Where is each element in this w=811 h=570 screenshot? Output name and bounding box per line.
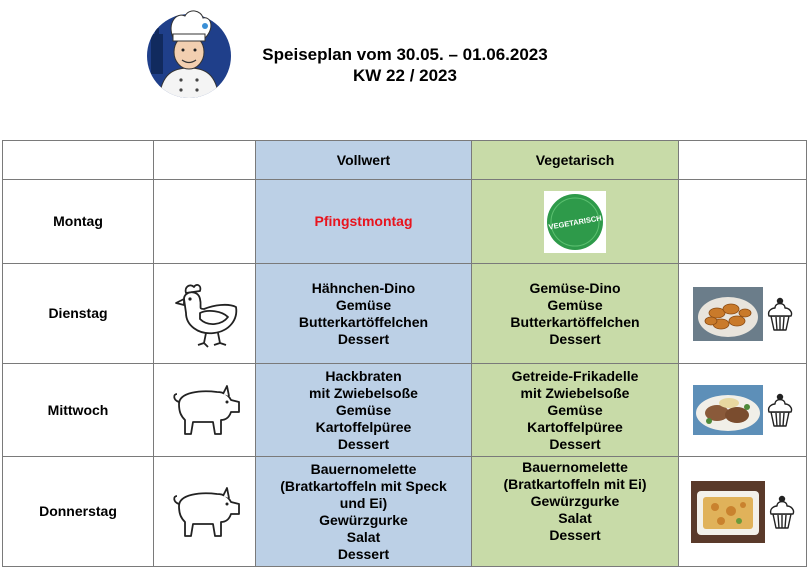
holiday-note: Pfingstmontag bbox=[256, 180, 472, 264]
chicken-icon bbox=[170, 279, 240, 349]
dish-line: Dessert bbox=[549, 435, 601, 452]
day-label: Montag bbox=[3, 180, 154, 264]
page-title bbox=[240, 44, 570, 86]
dish-vollwert bbox=[256, 457, 472, 567]
dish-line: Bauernomelette bbox=[522, 459, 628, 475]
dish-line: Hackbraten bbox=[325, 367, 402, 384]
omelette-photo bbox=[691, 481, 765, 543]
dish-line: (Bratkartoffeln mit Ei) bbox=[503, 476, 647, 492]
cupcake-icon bbox=[767, 296, 793, 332]
dish-line: Butterkartöffelchen bbox=[298, 313, 429, 330]
dish-line: Getreide-Frikadelle bbox=[511, 367, 639, 384]
table-row-mittwoch bbox=[3, 364, 807, 457]
table-row-dienstag bbox=[3, 264, 807, 364]
dish-line: Kartoffelpüree bbox=[315, 418, 412, 435]
meat-icon-cell bbox=[154, 457, 256, 567]
dish-vegetarisch bbox=[472, 457, 679, 567]
column-header-vegetarisch: Vegetarisch bbox=[472, 141, 679, 180]
dish-line: Butterkartöffelchen bbox=[510, 313, 640, 330]
dish-vegetarisch bbox=[472, 364, 679, 457]
title-line-2: KW 22 / 2023 bbox=[353, 66, 457, 85]
day-label: Dienstag bbox=[3, 264, 154, 364]
dish-line: Gemüse-Dino bbox=[529, 279, 621, 296]
dish-line: mit Zwiebelsoße bbox=[520, 384, 630, 401]
cupcake-icon bbox=[767, 392, 793, 428]
badge-text: VEGETARISCH bbox=[547, 212, 603, 232]
pig-icon bbox=[167, 382, 243, 438]
dish-line: Gewürzgurke bbox=[319, 511, 408, 528]
photo-cell bbox=[679, 457, 807, 567]
meatloaf-photo bbox=[693, 385, 763, 435]
dish-line: Dessert bbox=[549, 527, 601, 543]
day-label: Donnerstag bbox=[3, 457, 154, 567]
chef-logo bbox=[145, 4, 233, 100]
dish-line: Dessert bbox=[337, 330, 390, 347]
dish-vollwert bbox=[256, 364, 472, 457]
dish-vegetarisch bbox=[472, 264, 679, 364]
dish-line: Gemüse bbox=[335, 296, 392, 313]
empty-cell bbox=[154, 141, 256, 180]
vegetarian-badge-icon bbox=[544, 191, 606, 253]
dish-line: Kartoffelpüree bbox=[527, 418, 623, 435]
dish-line: Gemüse bbox=[547, 296, 603, 313]
dish-line: Dessert bbox=[337, 545, 390, 562]
title-line-1: Speiseplan vom 30.05. – 01.06.2023 bbox=[262, 45, 548, 64]
empty-cell bbox=[679, 141, 807, 180]
dish-line: mit Zwiebelsoße bbox=[309, 384, 418, 401]
table-row-donnerstag bbox=[3, 457, 807, 567]
meat-icon-cell bbox=[154, 364, 256, 457]
table-row-montag bbox=[3, 180, 807, 264]
dish-line: Gemüse bbox=[335, 401, 392, 418]
dish-line: Bauernomelette bbox=[310, 460, 417, 477]
vegetarian-badge-cell bbox=[472, 180, 679, 264]
dish-line: Salat bbox=[558, 510, 592, 526]
dish-vollwert bbox=[256, 264, 472, 364]
dish-line: Dessert bbox=[549, 330, 601, 347]
empty-cell bbox=[154, 180, 256, 264]
empty-cell bbox=[679, 180, 807, 264]
dish-line: Hähnchen-Dino bbox=[311, 279, 416, 296]
pig-icon bbox=[167, 484, 243, 540]
dish-line: und Ei) bbox=[339, 494, 388, 511]
meat-icon-cell bbox=[154, 264, 256, 364]
menu-table bbox=[2, 140, 807, 567]
dish-line: Gemüse bbox=[547, 401, 603, 418]
dish-line: (Bratkartoffeln mit Speck bbox=[280, 477, 447, 494]
empty-cell bbox=[3, 141, 154, 180]
photo-cell bbox=[679, 364, 807, 457]
nuggets-photo bbox=[693, 287, 763, 341]
day-label: Mittwoch bbox=[3, 364, 154, 457]
dish-line: Dessert bbox=[337, 435, 390, 452]
cupcake-icon bbox=[769, 494, 795, 530]
dish-line: Salat bbox=[346, 528, 381, 545]
photo-cell bbox=[679, 264, 807, 364]
header-row bbox=[3, 141, 807, 180]
dish-line: Gewürzgurke bbox=[530, 493, 620, 509]
column-header-vollwert: Vollwert bbox=[256, 141, 472, 180]
